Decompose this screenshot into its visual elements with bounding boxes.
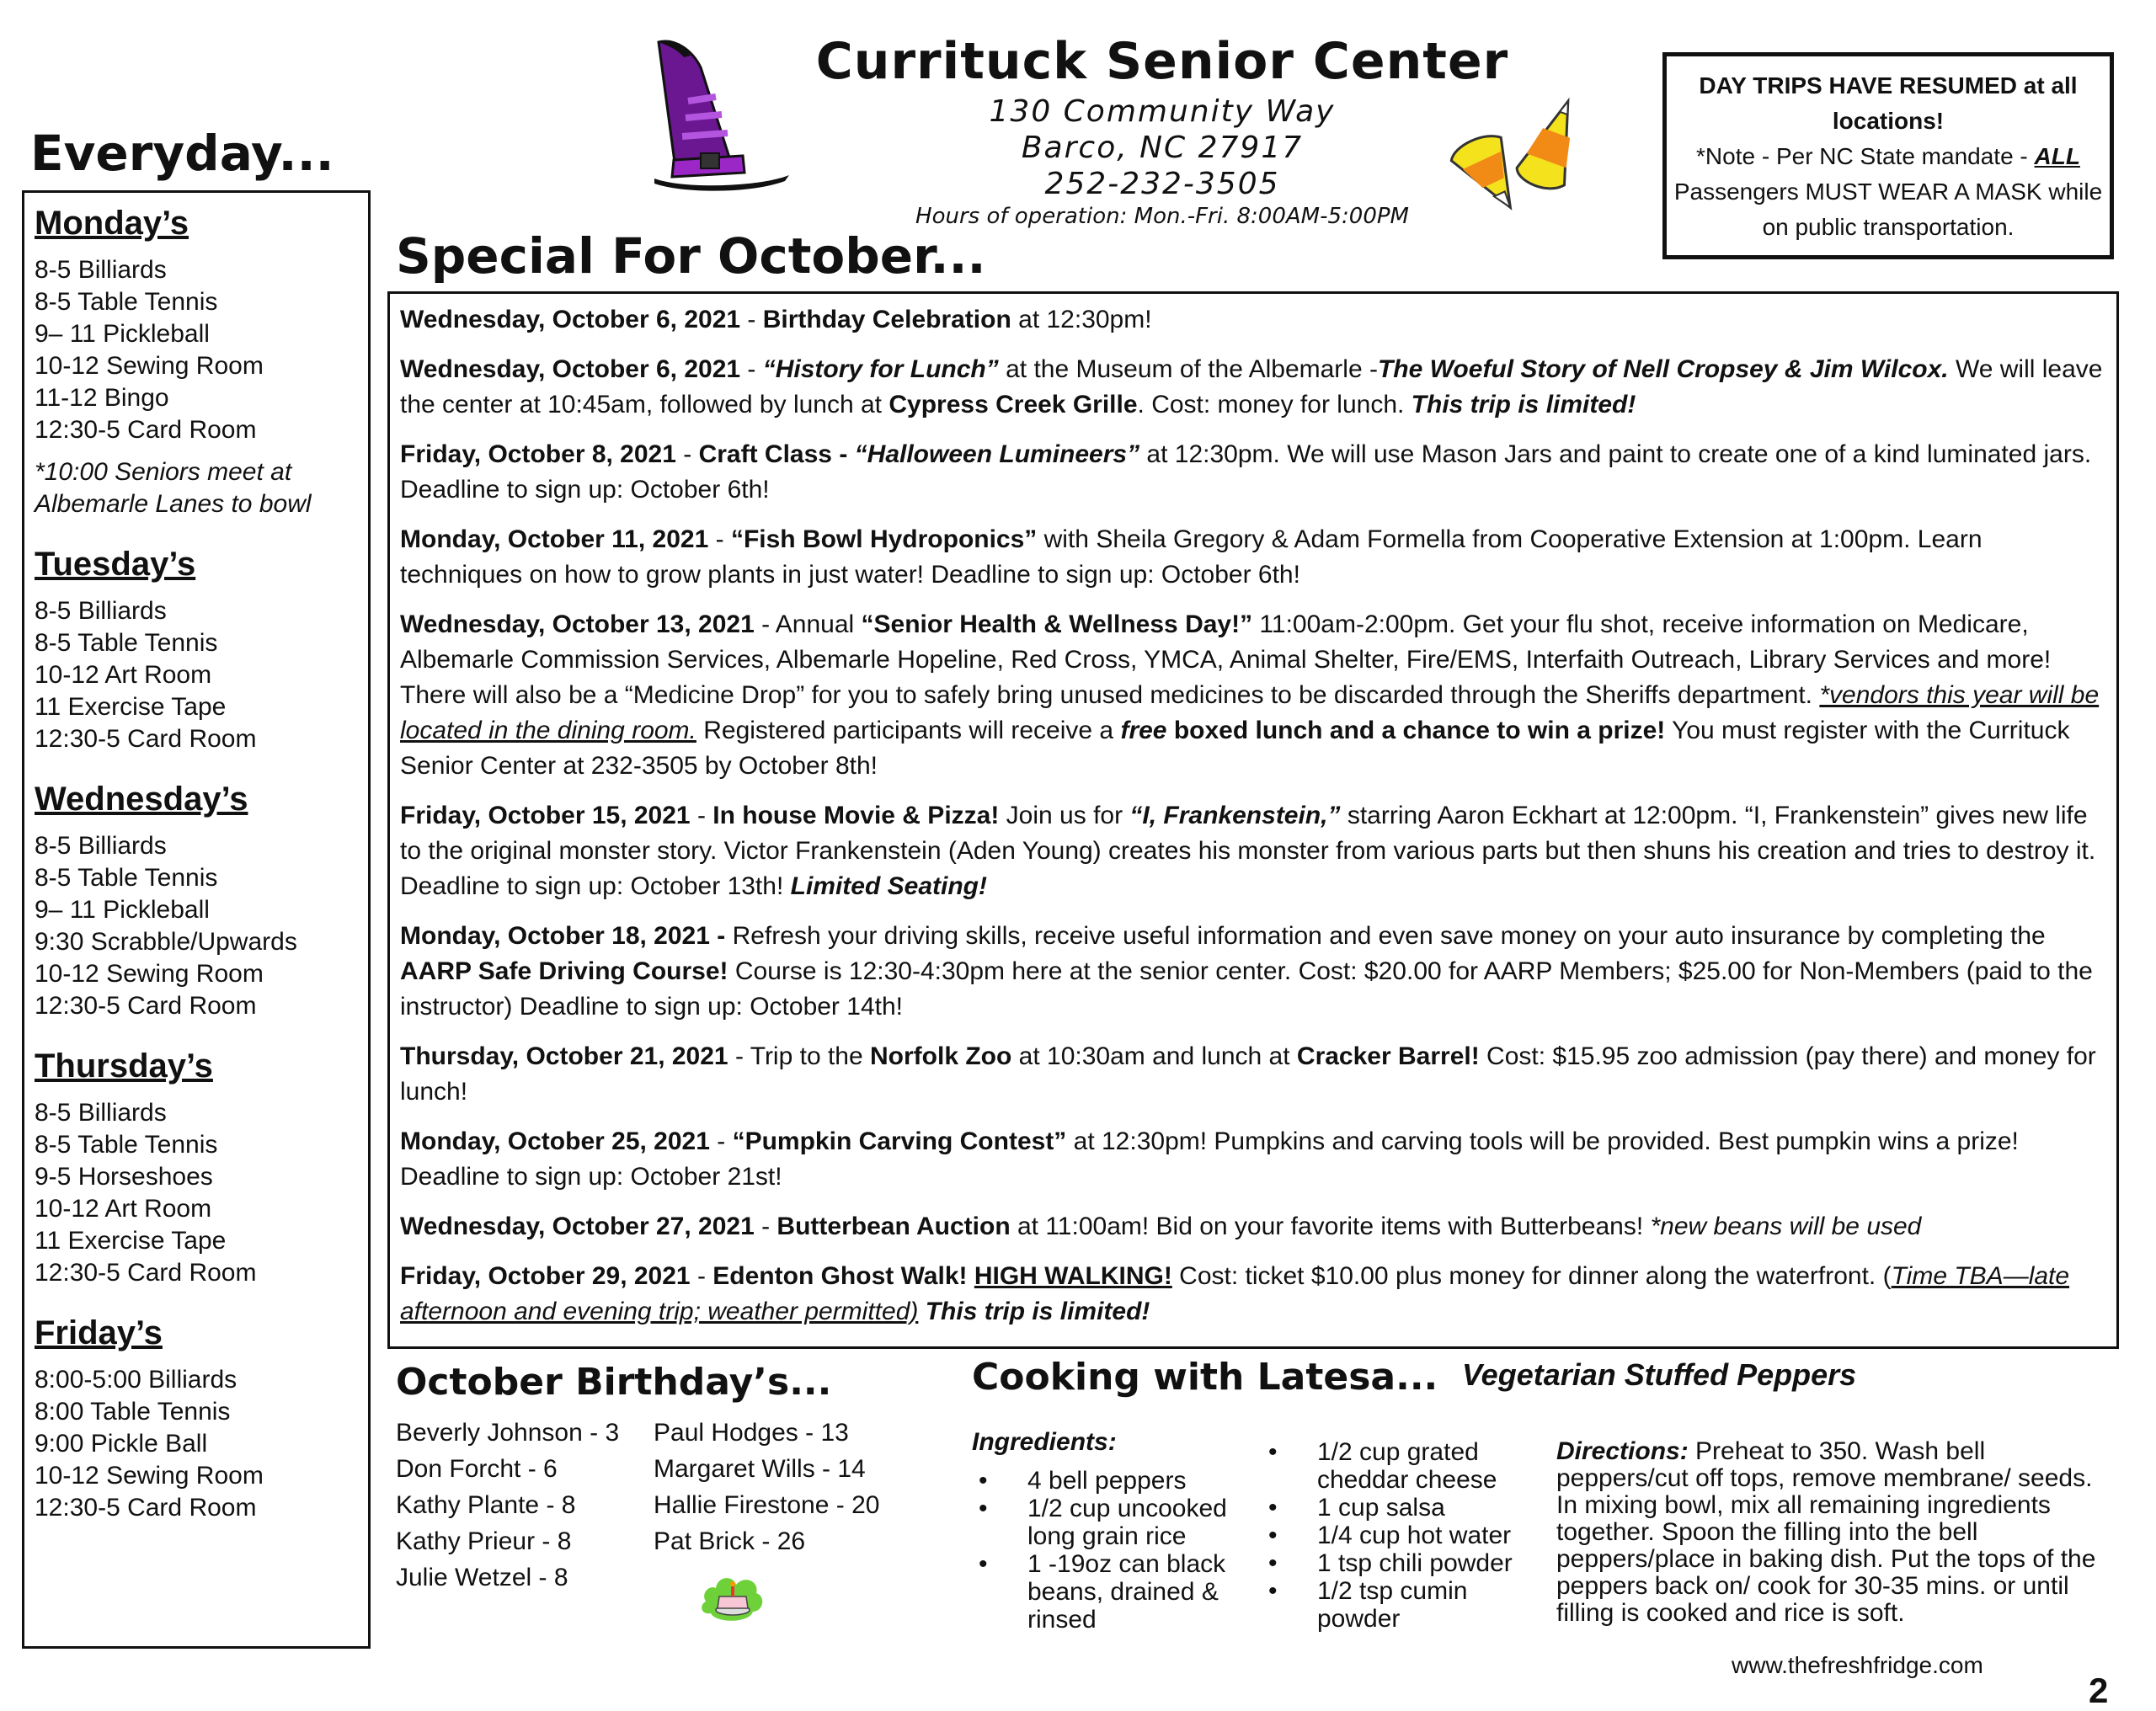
ingredients-label: Ingredients:: [972, 1428, 1117, 1456]
activity-item: 8-5 Table Tennis: [35, 288, 218, 316]
october-events: [387, 291, 2119, 1349]
activity-item: 8:00 Table Tennis: [35, 1398, 231, 1426]
activity-item: 9– 11 Pickleball: [35, 320, 210, 348]
event-text: with Sheila Gregory & Adam Formella from Cooperative Extension at 1:00pm. Learn techniques on how to grow plants in just water! Deadline to sign up: October 6th!: [400, 525, 1983, 589]
activity-item: 12:30-5 Card Room: [35, 1259, 257, 1287]
event-text: “Fish Bowl Hydroponics”: [730, 525, 1038, 553]
hours-of-operation: Hours of operation: Mon.-Fri. 8:00AM-5:00PM: [915, 204, 1409, 229]
ingredient-item: • 1/4 cup hot water: [1262, 1522, 1548, 1549]
event-text: at 12:30pm! Pumpkins and carving tools will be provided. Best pumpkin wins a prize! Deadline to sign up: October 21st!: [400, 1127, 2019, 1191]
event-text: Join us for: [999, 802, 1130, 829]
event-text: -: [740, 355, 763, 383]
special-title: Special For October...: [396, 227, 986, 285]
event-text: HIGH WALKING!: [974, 1262, 1172, 1290]
activity-item: 10-12 Sewing Room: [35, 1462, 264, 1490]
activity-item: 8-5 Billiards: [35, 832, 167, 860]
activity-item: 9:00 Pickle Ball: [35, 1430, 208, 1458]
event-text: -: [754, 1213, 777, 1240]
ingredients-list-left: [972, 1467, 1258, 1634]
event-date: Wednesday, October 6, 2021: [400, 355, 741, 383]
event-text: Cypress Creek Grille: [889, 391, 1138, 418]
day-schedule: [35, 546, 368, 755]
ingredients-list-right: [1262, 1438, 1548, 1633]
event-item: [400, 1124, 2108, 1195]
activity-item: 10-12 Art Room: [35, 661, 212, 689]
event-text: Course is 12:30-4:30pm here at the senior center. Cost: $20.00 for AARP Members; $25.00 for Non-Members (paid to the instructor) Deadline to sign up: October 14th!: [400, 957, 2093, 1021]
activity-item: 11 Exercise Tape: [35, 693, 227, 721]
activity-item: 8-5 Billiards: [35, 1099, 167, 1127]
birthdays-title: October Birthday’s...: [396, 1361, 832, 1404]
day-title: Wednesday’s: [35, 781, 248, 818]
birthday-entry: Kathy Prieur - 8: [396, 1527, 572, 1555]
activity-item: 9– 11 Pickleball: [35, 896, 210, 924]
event-text: -: [690, 802, 713, 829]
event-text: Limited Seating!: [790, 872, 987, 900]
event-text: at the Museum of the Albemarle -: [998, 355, 1378, 383]
event-text: Cost: ticket $10.00 plus money for dinner along the waterfront. (: [1171, 1262, 1892, 1290]
day-title: Thursday’s: [35, 1047, 213, 1085]
event-text: Butterbean Auction: [776, 1213, 1011, 1240]
event-text: -: [740, 306, 763, 333]
event-date: Friday, October 29, 2021: [400, 1262, 691, 1290]
event-text: Craft Class -: [698, 440, 855, 468]
activity-item: 11 Exercise Tape: [35, 1227, 227, 1255]
recipe-name: Vegetarian Stuffed Peppers: [1462, 1357, 1857, 1392]
event-text: This trip is limited!: [925, 1298, 1150, 1325]
event-date: Thursday, October 21, 2021: [400, 1042, 728, 1070]
event-text: -: [708, 525, 731, 553]
event-item: [400, 1259, 2108, 1330]
ingredient-item: • 1/2 cup grated cheddar cheese: [1262, 1438, 1548, 1494]
event-text: -: [675, 440, 699, 468]
event-item: [400, 437, 2108, 508]
ingredient-item: • 1 cup salsa: [1262, 1494, 1548, 1522]
event-text: -: [709, 1127, 733, 1155]
birthday-entry: Paul Hodges - 13: [654, 1419, 849, 1447]
event-text: - Trip to the: [728, 1042, 871, 1070]
day-schedule: [35, 1047, 368, 1289]
event-date: Monday, October 18, 2021 -: [400, 922, 733, 950]
event-date: Monday, October 11, 2021: [400, 525, 709, 553]
event-item: [400, 1209, 2108, 1245]
event-text: In house Movie & Pizza!: [712, 802, 1000, 829]
event-date: Wednesday, October 27, 2021: [400, 1213, 755, 1240]
day-schedule: [35, 205, 368, 520]
event-text: Birthday Celebration: [762, 306, 1011, 333]
event-text: “Halloween Lumineers”: [854, 440, 1140, 468]
event-text: AARP Safe Driving Course!: [400, 957, 728, 985]
recipe-directions: Directions: Preheat to 350. Wash bell peppers/cut off tops, remove membrane/ seeds. In mixing bowl, mix all remaining ingredients together. Spoon the filling into the bell peppers/place in baking dish. Put the tops of the peppers back on/ cook for 30-35 mins. or until filling is cooked and rice is soft.: [1556, 1437, 2096, 1627]
ingredient-item: • 1/2 tsp cumin powder: [1262, 1577, 1548, 1633]
event-item: [400, 919, 2108, 1025]
activity-item: 10-12 Sewing Room: [35, 960, 264, 988]
activity-item: 12:30-5 Card Room: [35, 992, 257, 1020]
ingredient-item: • 1/2 cup uncooked long grain rice: [972, 1495, 1258, 1550]
event-text: [918, 1298, 925, 1325]
event-text: You must register with the Currituck Senior Center at 232-3505 by October 8th!: [400, 717, 2070, 780]
website-url[interactable]: www.thefreshfridge.com: [1732, 1652, 1983, 1678]
birthday-entry: Margaret Wills - 14: [654, 1455, 866, 1483]
birthday-cake-icon: [699, 1568, 766, 1627]
day-title: Tuesday’s: [35, 546, 196, 583]
witch-hat-icon: [650, 34, 793, 194]
event-text: at 12:30pm!: [1011, 306, 1152, 333]
event-item: [400, 1039, 2108, 1110]
activity-item: 12:30-5 Card Room: [35, 416, 257, 444]
event-text: *new beans will be used: [1650, 1213, 1922, 1240]
activity-note: *10:00 Seniors meet at Albemarle Lanes to bowl: [35, 458, 312, 518]
event-text: Refresh your driving skills, receive useful information and even save money on your auto insurance by completing the: [732, 922, 2046, 950]
page-number: 2: [2089, 1671, 2109, 1710]
event-text: “I, Frankenstein,”: [1129, 802, 1341, 829]
birthday-list-left: [396, 1415, 619, 1596]
phone-number: 252-232-3505: [1044, 167, 1280, 201]
event-text: free: [1120, 717, 1167, 744]
event-text: We will leave the center at 10:45am, followed by lunch at: [400, 355, 2103, 418]
day-trips-notice: [1662, 52, 2114, 259]
event-item: [400, 522, 2108, 593]
address-line-2: Barco, NC 27917: [1021, 131, 1304, 165]
birthday-entry: Beverly Johnson - 3: [396, 1419, 620, 1447]
event-item: [400, 352, 2108, 423]
event-text: . Cost: money for lunch.: [1137, 391, 1412, 418]
day-title: Monday’s: [35, 205, 189, 242]
birthday-entry: Don Forcht - 6: [396, 1455, 558, 1483]
event-item: [400, 798, 2108, 904]
event-date: Monday, October 25, 2021: [400, 1127, 710, 1155]
activity-item: 10-12 Sewing Room: [35, 352, 264, 380]
activity-item: 12:30-5 Card Room: [35, 725, 257, 753]
birthday-entry: Hallie Firestone - 20: [654, 1491, 880, 1519]
ingredient-item: • 4 bell peppers: [972, 1467, 1258, 1495]
activity-item: 8-5 Table Tennis: [35, 629, 218, 657]
activity-item: 8:00-5:00 Billiards: [35, 1366, 237, 1394]
activity-item: 11-12 Bingo: [35, 384, 169, 412]
event-item: [400, 302, 2108, 338]
event-date: Wednesday, October 13, 2021: [400, 610, 755, 638]
activity-item: 9-5 Horseshoes: [35, 1163, 213, 1191]
event-text: starring Aaron Eckhart at 12:00pm. “I, Frankenstein” gives new life to the original monster story. Victor Frankenstein (Aden Young) creates his monster from various parts but then shuns his creation and tries to destroy it. Deadline to sign up: October 13th!: [400, 802, 2096, 900]
event-text: Norfolk Zoo: [870, 1042, 1012, 1070]
event-date: Friday, October 15, 2021: [400, 802, 691, 829]
event-text: Registered participants will receive a: [696, 717, 1121, 744]
activity-item: 8-5 Table Tennis: [35, 864, 218, 892]
event-date: Wednesday, October 6, 2021: [400, 306, 741, 333]
event-text: at 11:00am! Bid on your favorite items with Butterbeans!: [1010, 1213, 1651, 1240]
event-text: -: [690, 1262, 713, 1290]
event-text: Edenton Ghost Walk!: [712, 1262, 974, 1290]
candy-corn-icon: [1447, 94, 1590, 221]
event-text: at 12:30pm. We will use Mason Jars and paint to create one of a kind luminated jars. Deadline to sign up: October 6th!: [400, 440, 2092, 504]
event-text: *vendors this year will be located in the dining room.: [400, 681, 2100, 744]
event-date: Friday, October 8, 2021: [400, 440, 676, 468]
event-text: - Annual: [754, 610, 862, 638]
activity-item: 8-5 Table Tennis: [35, 1131, 218, 1159]
event-text: at 10:30am and lunch at: [1011, 1042, 1297, 1070]
event-text: Cost: $15.95 zoo admission (pay there) and money for lunch!: [400, 1042, 2096, 1106]
mask-note: *Note - Per NC State mandate - ALL Passengers MUST WEAR A MASK while on public transportation.: [1673, 143, 2103, 240]
ingredient-item: • 1 tsp chili powder: [1262, 1549, 1548, 1577]
trips-headline: DAY TRIPS HAVE RESUMED at all locations!: [1699, 72, 2078, 134]
everyday-schedule: [22, 190, 371, 1649]
event-text: 11:00am-2:00pm. Get your flu shot, receive information on Medicare, Albemarle Commission Services, Albemarle Hopeline, Red Cross, YMCA, Animal Shelter, Fire/EMS, Interfaith Outreach, Library Services and more! There will also be a “Medicine Drop” for you to safely bring unused medicines to be discarded through the Sheriffs department.: [400, 610, 2052, 709]
activity-item: 10-12 Art Room: [35, 1195, 212, 1223]
address-line-1: 130 Community Way: [989, 94, 1336, 129]
day-title: Friday’s: [35, 1314, 163, 1351]
ingredient-item: • 1 -19oz can black beans, drained & rinsed: [972, 1550, 1258, 1634]
event-text: “History for Lunch”: [762, 355, 999, 383]
activity-item: 8-5 Billiards: [35, 597, 167, 625]
activity-item: 8-5 Billiards: [35, 256, 167, 284]
day-schedule: [35, 1314, 368, 1524]
birthday-entry: Kathy Plante - 8: [396, 1491, 576, 1519]
event-item: [400, 607, 2108, 784]
birthday-list-right: [654, 1415, 879, 1559]
birthday-entry: Pat Brick - 26: [654, 1527, 806, 1555]
event-text: “Pumpkin Carving Contest”: [732, 1127, 1067, 1155]
activity-item: 12:30-5 Card Room: [35, 1494, 257, 1522]
center-name: Currituck Senior Center: [815, 32, 1509, 91]
day-schedule: [35, 781, 368, 1022]
cooking-title: Cooking with Latesa...: [972, 1356, 1438, 1399]
event-text: The Woeful Story of Nell Cropsey & Jim Wilcox.: [1377, 355, 1949, 383]
event-text: “Senior Health & Wellness Day!”: [861, 610, 1253, 638]
event-text: This trip is limited!: [1411, 391, 1636, 418]
everyday-title: Everyday...: [30, 125, 334, 182]
event-text: boxed lunch and a chance to win a prize!: [1166, 717, 1666, 744]
event-text: Time TBA—late afternoon and evening trip; weather permitted): [400, 1262, 2070, 1325]
activity-item: 9:30 Scrabble/Upwards: [35, 928, 297, 956]
event-text: Cracker Barrel!: [1296, 1042, 1480, 1070]
birthday-entry: Julie Wetzel - 8: [396, 1564, 568, 1591]
